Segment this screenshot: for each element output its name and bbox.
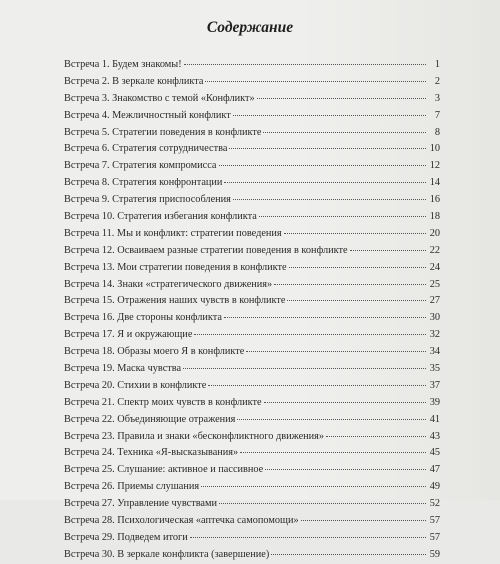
- toc-entry: [64, 91, 440, 108]
- toc-entry: [64, 344, 440, 361]
- toc-leader-dots: [265, 468, 426, 470]
- toc-entry: [64, 327, 440, 344]
- toc-leader-dots: [350, 249, 426, 251]
- toc-entry-label: Встреча 18. Образы моего Я в конфликте: [64, 346, 245, 358]
- toc-leader-dots: [233, 198, 426, 200]
- toc-leader-dots: [284, 232, 426, 234]
- toc-entry: [64, 226, 440, 243]
- toc-entry-label: Встреча 27. Управление чувствами: [64, 498, 218, 510]
- toc-entry-page: 43: [429, 430, 440, 442]
- toc-entry-page: 32: [429, 329, 440, 341]
- toc-leader-dots: [208, 384, 426, 386]
- toc-leader-dots: [264, 401, 426, 403]
- toc-entry-page: 2: [434, 75, 440, 87]
- toc-entry: [64, 158, 440, 175]
- toc-entry: [64, 243, 440, 260]
- toc-entry: [64, 74, 440, 91]
- toc-entry-page: 18: [429, 211, 440, 223]
- toc-entry-page: 57: [429, 531, 440, 543]
- toc-leader-dots: [219, 164, 427, 166]
- toc-entry-label: Встреча 29. Подведем итоги: [64, 531, 188, 543]
- toc-entry: [64, 361, 440, 378]
- toc-entry-label: Встреча 20. Стихии в конфликте: [64, 379, 207, 391]
- toc-entry-page: 22: [429, 244, 440, 256]
- toc-entry-label: Встреча 7. Стратегия компромисса: [64, 160, 217, 172]
- toc-entry: [64, 293, 440, 310]
- toc-entry-page: 3: [434, 92, 440, 104]
- toc-entry-page: 35: [429, 363, 440, 375]
- toc-entry-label: Встреча 5. Стратегии поведения в конфликте: [64, 126, 262, 138]
- toc-leader-dots: [194, 333, 426, 335]
- toc-entry: [64, 513, 440, 530]
- toc-entry-page: 49: [429, 481, 440, 493]
- toc-leader-dots: [190, 536, 426, 538]
- toc-entry-page: 14: [429, 177, 440, 189]
- toc-entry: [64, 496, 440, 513]
- toc-entry-label: Встреча 16. Две стороны конфликта: [64, 312, 222, 324]
- toc-entry-label: Встреча 6. Стратегия сотрудничества: [64, 143, 228, 155]
- toc-entry-page: 24: [429, 261, 440, 273]
- toc-entry-label: Встреча 26. Приемы слушания: [64, 481, 200, 493]
- toc-entry: [64, 429, 440, 446]
- toc-entry-label: Встреча 25. Слушание: активное и пассивное: [64, 464, 264, 476]
- toc-entry: [64, 310, 440, 327]
- toc-entry-page: 52: [429, 498, 440, 510]
- toc-entry: [64, 175, 440, 192]
- toc-leader-dots: [263, 131, 426, 133]
- toc-leader-dots: [271, 553, 426, 555]
- toc-entry-page: 16: [429, 194, 440, 206]
- toc-entry-page: 20: [429, 227, 440, 239]
- toc-leader-dots: [184, 63, 426, 65]
- toc-entry-label: Встреча 11. Мы и конфликт: стратегии поведения: [64, 227, 282, 239]
- table-of-contents: [64, 57, 440, 564]
- toc-entry-page: 34: [429, 346, 440, 358]
- toc-entry: [64, 547, 440, 564]
- toc-entry-label: Встреча 4. Межличностный конфликт: [64, 109, 231, 121]
- page-title: Содержание: [206, 19, 294, 36]
- toc-entry: [64, 277, 440, 294]
- toc-entry-label: Встреча 19. Маска чувства: [64, 363, 182, 375]
- toc-leader-dots: [219, 502, 426, 504]
- toc-entry: [64, 260, 440, 277]
- toc-entry-page: 39: [429, 396, 440, 408]
- toc-entry-label: Встреча 3. Знакомство с темой «Конфликт»: [64, 92, 255, 104]
- toc-entry: [64, 530, 440, 547]
- toc-leader-dots: [246, 350, 426, 352]
- toc-leader-dots: [259, 215, 426, 217]
- toc-entry-label: Встреча 8. Стратегия конфронтации: [64, 177, 223, 189]
- toc-leader-dots: [301, 519, 426, 521]
- toc-leader-dots: [201, 485, 426, 487]
- toc-entry: [64, 412, 440, 429]
- toc-entry-page: 57: [429, 515, 440, 527]
- toc-entry-page: 47: [429, 464, 440, 476]
- toc-entry-page: 10: [429, 143, 440, 155]
- toc-leader-dots: [229, 147, 426, 149]
- toc-leader-dots: [205, 80, 426, 82]
- toc-leader-dots: [237, 418, 426, 420]
- toc-entry: [64, 209, 440, 226]
- toc-entry-page: 27: [429, 295, 440, 307]
- toc-entry: [64, 445, 440, 462]
- toc-leader-dots: [233, 114, 426, 116]
- toc-leader-dots: [289, 266, 426, 268]
- toc-entry-page: 12: [429, 160, 440, 172]
- toc-entry: [64, 479, 440, 496]
- toc-leader-dots: [257, 97, 426, 99]
- toc-entry-label: Встреча 28. Психологическая «аптечка самопомощи»: [64, 515, 299, 527]
- toc-entry: [64, 141, 440, 158]
- toc-entry-label: Встреча 10. Стратегия избегания конфликта: [64, 211, 257, 223]
- toc-entry-label: Встреча 21. Спектр моих чувств в конфликте: [64, 396, 262, 408]
- toc-entry-page: 30: [429, 312, 440, 324]
- toc-entry-label: Встреча 15. Отражения наших чувств в конфликте: [64, 295, 286, 307]
- toc-entry: [64, 378, 440, 395]
- toc-entry-page: 59: [429, 548, 440, 560]
- toc-leader-dots: [326, 435, 426, 437]
- toc-entry-page: 37: [429, 379, 440, 391]
- toc-entry: [64, 108, 440, 125]
- toc-entry-label: Встреча 23. Правила и знаки «бесконфликтного движения»: [64, 430, 325, 442]
- toc-leader-dots: [183, 367, 426, 369]
- toc-entry-label: Встреча 1. Будем знакомы!: [64, 59, 182, 70]
- toc-entry: [64, 57, 440, 74]
- toc-entry: [64, 462, 440, 479]
- toc-leader-dots: [274, 283, 426, 285]
- toc-leader-dots: [240, 451, 426, 453]
- toc-entry-label: Встреча 9. Стратегия приспособления: [64, 194, 231, 206]
- toc-entry-label: Встреча 13. Мои стратегии поведения в конфликте: [64, 261, 287, 273]
- toc-entry-page: 7: [434, 109, 440, 121]
- toc-entry-label: Встреча 22. Объединяющие отражения: [64, 413, 236, 425]
- toc-leader-dots: [224, 316, 426, 318]
- toc-entry-page: 25: [429, 278, 440, 290]
- toc-entry: [64, 125, 440, 142]
- toc-entry-label: Встреча 17. Я и окружающие: [64, 329, 193, 341]
- toc-entry-label: Встреча 2. В зеркале конфликта: [64, 75, 204, 87]
- toc-entry-label: Встреча 24. Техника «Я-высказывания»: [64, 447, 239, 459]
- toc-entry: [64, 192, 440, 209]
- toc-entry-label: Встреча 30. В зеркале конфликта (завершение): [64, 548, 270, 560]
- toc-entry-page: 41: [429, 413, 440, 425]
- toc-leader-dots: [224, 181, 426, 183]
- toc-entry-label: Встреча 12. Осваиваем разные стратегии поведения в конфликте: [64, 244, 348, 256]
- toc-entry: [64, 395, 440, 412]
- toc-entry-page: 8: [434, 126, 440, 138]
- toc-entry-page: 45: [429, 447, 440, 459]
- toc-entry-page: 1: [434, 59, 440, 70]
- toc-leader-dots: [287, 299, 426, 301]
- toc-entry-label: Встреча 14. Знаки «стратегического движения»: [64, 278, 273, 290]
